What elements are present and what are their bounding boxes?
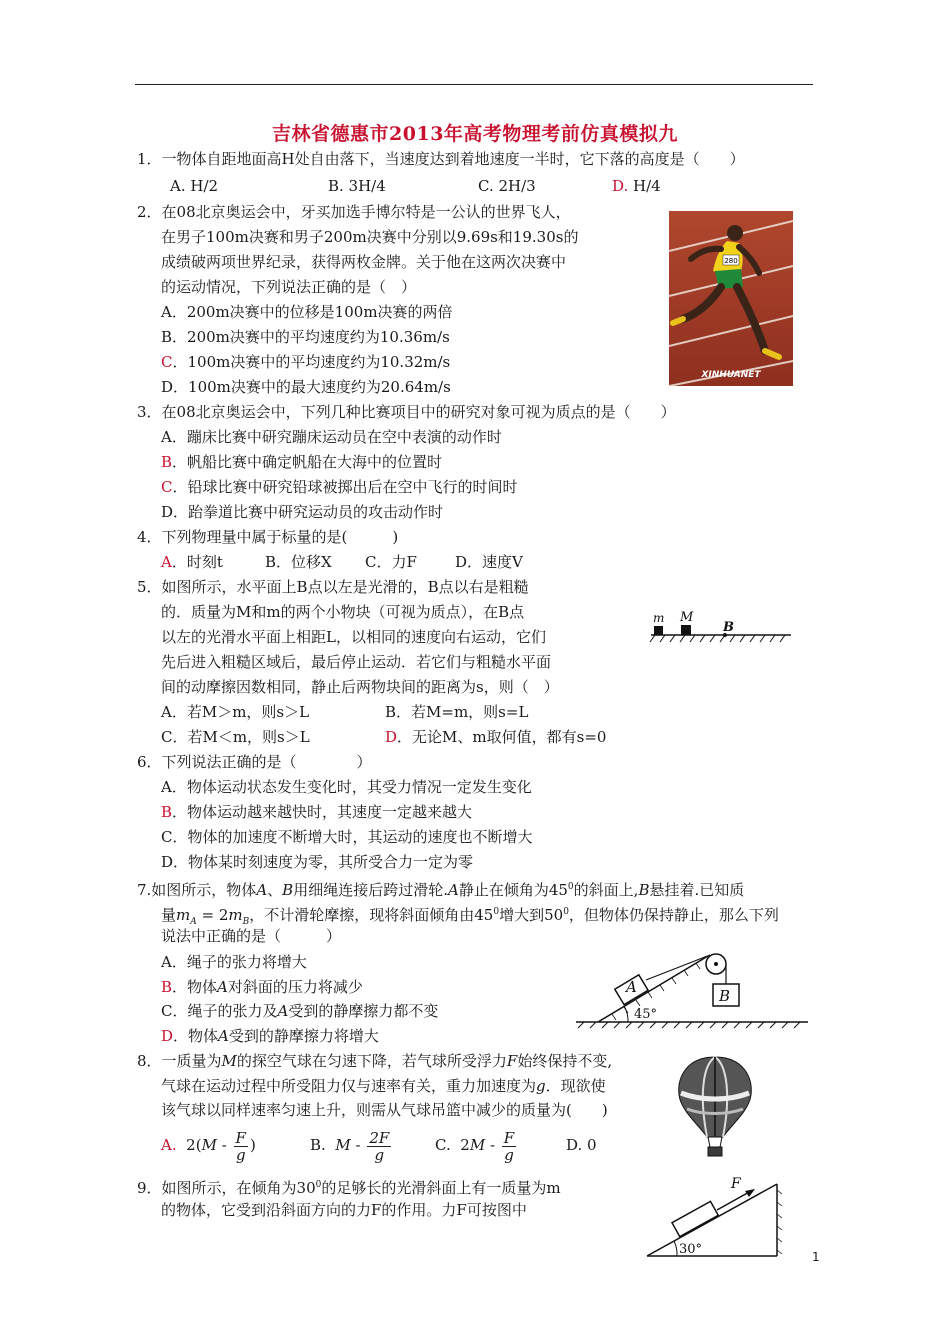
q5-option-a: A．若M＞m，则s＞L <box>161 703 310 721</box>
q2-stem-line3: 成绩破两项世界纪录，获得两枚金牌。关于他在这两次决赛中 <box>161 253 567 271</box>
header-rule <box>135 84 813 85</box>
q8-stem-line1: 8．一质量为M的探空气球在匀速下降，若气球所受浮力F始终保持不变, <box>137 1052 613 1070</box>
q7-stem-line1: 7.如图所示，物体A、B用细绳连接后跨过滑轮.A静止在倾角为$45^0$的斜面上,B悬挂着.已知质 <box>137 881 745 899</box>
q5-stem-line4: 先后进入粗糙区域后，最后停止运动．若它们与粗糙水平面 <box>161 653 552 671</box>
q1-option-b: B. 3H/4 <box>328 177 386 195</box>
q9-incline-figure <box>643 1170 783 1262</box>
q3-option-b: B．帆船比赛中确定帆船在大海中的位置时 <box>161 453 443 471</box>
q9-stem-line1: 9．如图所示，在倾角为$30^0$的足够长的光滑斜面上有一质量为m <box>137 1179 561 1197</box>
q4-option-d: D．速度V <box>455 553 523 571</box>
q1-option-d: D. H/4 <box>612 177 661 195</box>
q7-angle-label: 45° <box>634 1007 658 1022</box>
q4-option-a: A．时刻t <box>161 553 223 571</box>
hot-air-balloon-figure <box>675 1055 755 1160</box>
q3-option-c: C．铅球比赛中研究铅球被掷出后在空中飞行的时间时 <box>161 478 518 496</box>
q5-stem-line1: 5．如图所示，水平面上B点以左是光滑的，B点以右是粗糙 <box>137 578 529 596</box>
q5-label-M: M <box>680 610 694 625</box>
q8-option-c: C. 2M - $\frac{F}{g}$ <box>435 1128 515 1164</box>
q2-option-c: C．100m决赛中的平均速度约为10.32m/s <box>161 353 451 371</box>
q5-option-d: D．无论M、m取何值，都有s=0 <box>385 728 607 746</box>
q1-option-c: C. 2H/3 <box>478 177 536 195</box>
q4-stem: 4．下列物理量中属于标量的是( ) <box>137 528 399 546</box>
q9-force-label: F <box>731 1176 741 1192</box>
q6-option-b: B．物体运动越来越快时，其速度一定越来越大 <box>161 803 473 821</box>
q7-option-d: D．物体A受到的静摩擦力将增大 <box>161 1027 379 1045</box>
q5-option-b: B．若M=m，则s=L <box>385 703 529 721</box>
q2-stem-line1: 2．在08北京奥运会中，牙买加选手博尔特是一公认的世界飞人， <box>137 203 571 221</box>
q7-label-B: B <box>719 987 731 1005</box>
q5-label-m: m <box>653 611 665 625</box>
q4-answer-mark: A <box>161 553 172 571</box>
q2-option-d: D．100m决赛中的最大速度约为20.64m/s <box>161 378 451 396</box>
q3-answer-mark-b: B <box>161 453 173 471</box>
q6-answer-mark: B <box>161 803 173 821</box>
q5-label-B: B <box>723 620 734 635</box>
q8-option-a: A. 2(M - $\frac{F}{g}$ ) <box>161 1128 256 1164</box>
q3-stem: 3．在08北京奥运会中，下列几种比赛项目中的研究对象可视为质点的是（ ） <box>137 403 676 421</box>
page-title: 吉林省德惠市2013年高考物理考前仿真模拟九 <box>272 123 678 145</box>
q8-option-d: D. 0 <box>566 1136 597 1154</box>
photo-watermark: XINHUANET <box>701 370 761 380</box>
q7-option-a: A．绳子的张力将增大 <box>161 953 307 971</box>
q1-stem: 1．一物体自距地面高H处自由落下，当速度达到着地速度一半时，它下落的高度是（ ） <box>137 150 745 168</box>
sprinter-photo <box>669 211 793 386</box>
q6-stem: 6．下列说法正确的是（ ） <box>137 753 372 771</box>
q2-answer-mark: C <box>161 353 173 371</box>
q7-incline-pulley-figure <box>572 938 812 1030</box>
q7-option-b: B．物体A对斜面的压力将减少 <box>161 978 363 996</box>
q9-stem-line2: 的物体，它受到沿斜面方向的力F的作用。力F可按图中 <box>161 1201 527 1219</box>
q1-option-a: A. H/2 <box>170 177 219 195</box>
q9-angle-label: 30° <box>679 1242 703 1257</box>
bib-number: 280 <box>724 257 738 265</box>
q3-answer-mark-c: C <box>161 478 173 496</box>
q6-option-c: C．物体的加速度不断增大时，其运动的速度也不断增大 <box>161 828 533 846</box>
q2-option-a: A．200m决赛中的位移是100m决赛的两倍 <box>161 303 453 321</box>
q4-option-b: B．位移X <box>265 553 332 571</box>
q2-stem-line2: 在男子100m决赛和男子200m决赛中分别以9.69s和19.30s的 <box>161 228 579 246</box>
q7-stem-line2: 量$m_A = 2m_B$，不计滑轮摩擦，现将斜面倾角由$45^0$增大到$50^0$，但物体仍保持静止，那么下列 <box>161 906 779 927</box>
q6-option-a: A．物体运动状态发生变化时，其受力情况一定发生变化 <box>161 778 532 796</box>
q4-option-c: C．力F <box>365 553 417 571</box>
q5-blocks-figure <box>645 604 795 646</box>
q8-stem-line2: 气球在运动过程中所受阻力仅与速率有关，重力加速度为g．现欲使 <box>161 1077 606 1095</box>
q8-option-b: B. M - $\frac{2F}{g}$ <box>310 1128 390 1164</box>
q6-option-d: D．物体某时刻速度为零，其所受合力一定为零 <box>161 853 474 871</box>
q3-option-d: D．跆拳道比赛中研究运动员的攻击动作时 <box>161 503 444 521</box>
q5-stem-line2: 的．质量为M和m的两个小物块（可视为质点），在B点 <box>161 603 525 621</box>
q5-answer-mark: D <box>385 728 398 746</box>
q5-option-c: C．若M＜m，则s＞L <box>161 728 310 746</box>
q3-option-a: A．蹦床比赛中研究蹦床运动员在空中表演的动作时 <box>161 428 502 446</box>
q7-stem-line3: 说法中正确的是（ ） <box>161 927 342 945</box>
q8-stem-line3: 该气球以同样速率匀速上升，则需从气球吊篮中减少的质量为( ) <box>161 1101 608 1119</box>
q1-answer-mark: D. <box>612 177 629 195</box>
page-number: 1 <box>812 1250 820 1264</box>
q7-answer-mark-b: B <box>161 978 173 996</box>
q7-option-c: C．绳子的张力及A受到的静摩擦力都不变 <box>161 1002 439 1020</box>
q8-answer-mark: A. <box>161 1136 177 1154</box>
q2-option-b: B．200m决赛中的平均速度约为10.36m/s <box>161 328 450 346</box>
q5-stem-line5: 间的动摩擦因数相同，静止后两物块间的距离为s，则（ ） <box>161 678 559 696</box>
q7-answer-mark-d: D <box>161 1027 174 1045</box>
q5-stem-line3: 以左的光滑水平面上相距L，以相同的速度向右运动，它们 <box>161 628 546 646</box>
q7-label-A: A <box>626 978 637 996</box>
q2-stem-line4: 的运动情况，下列说法正确的是（ ） <box>161 278 417 296</box>
